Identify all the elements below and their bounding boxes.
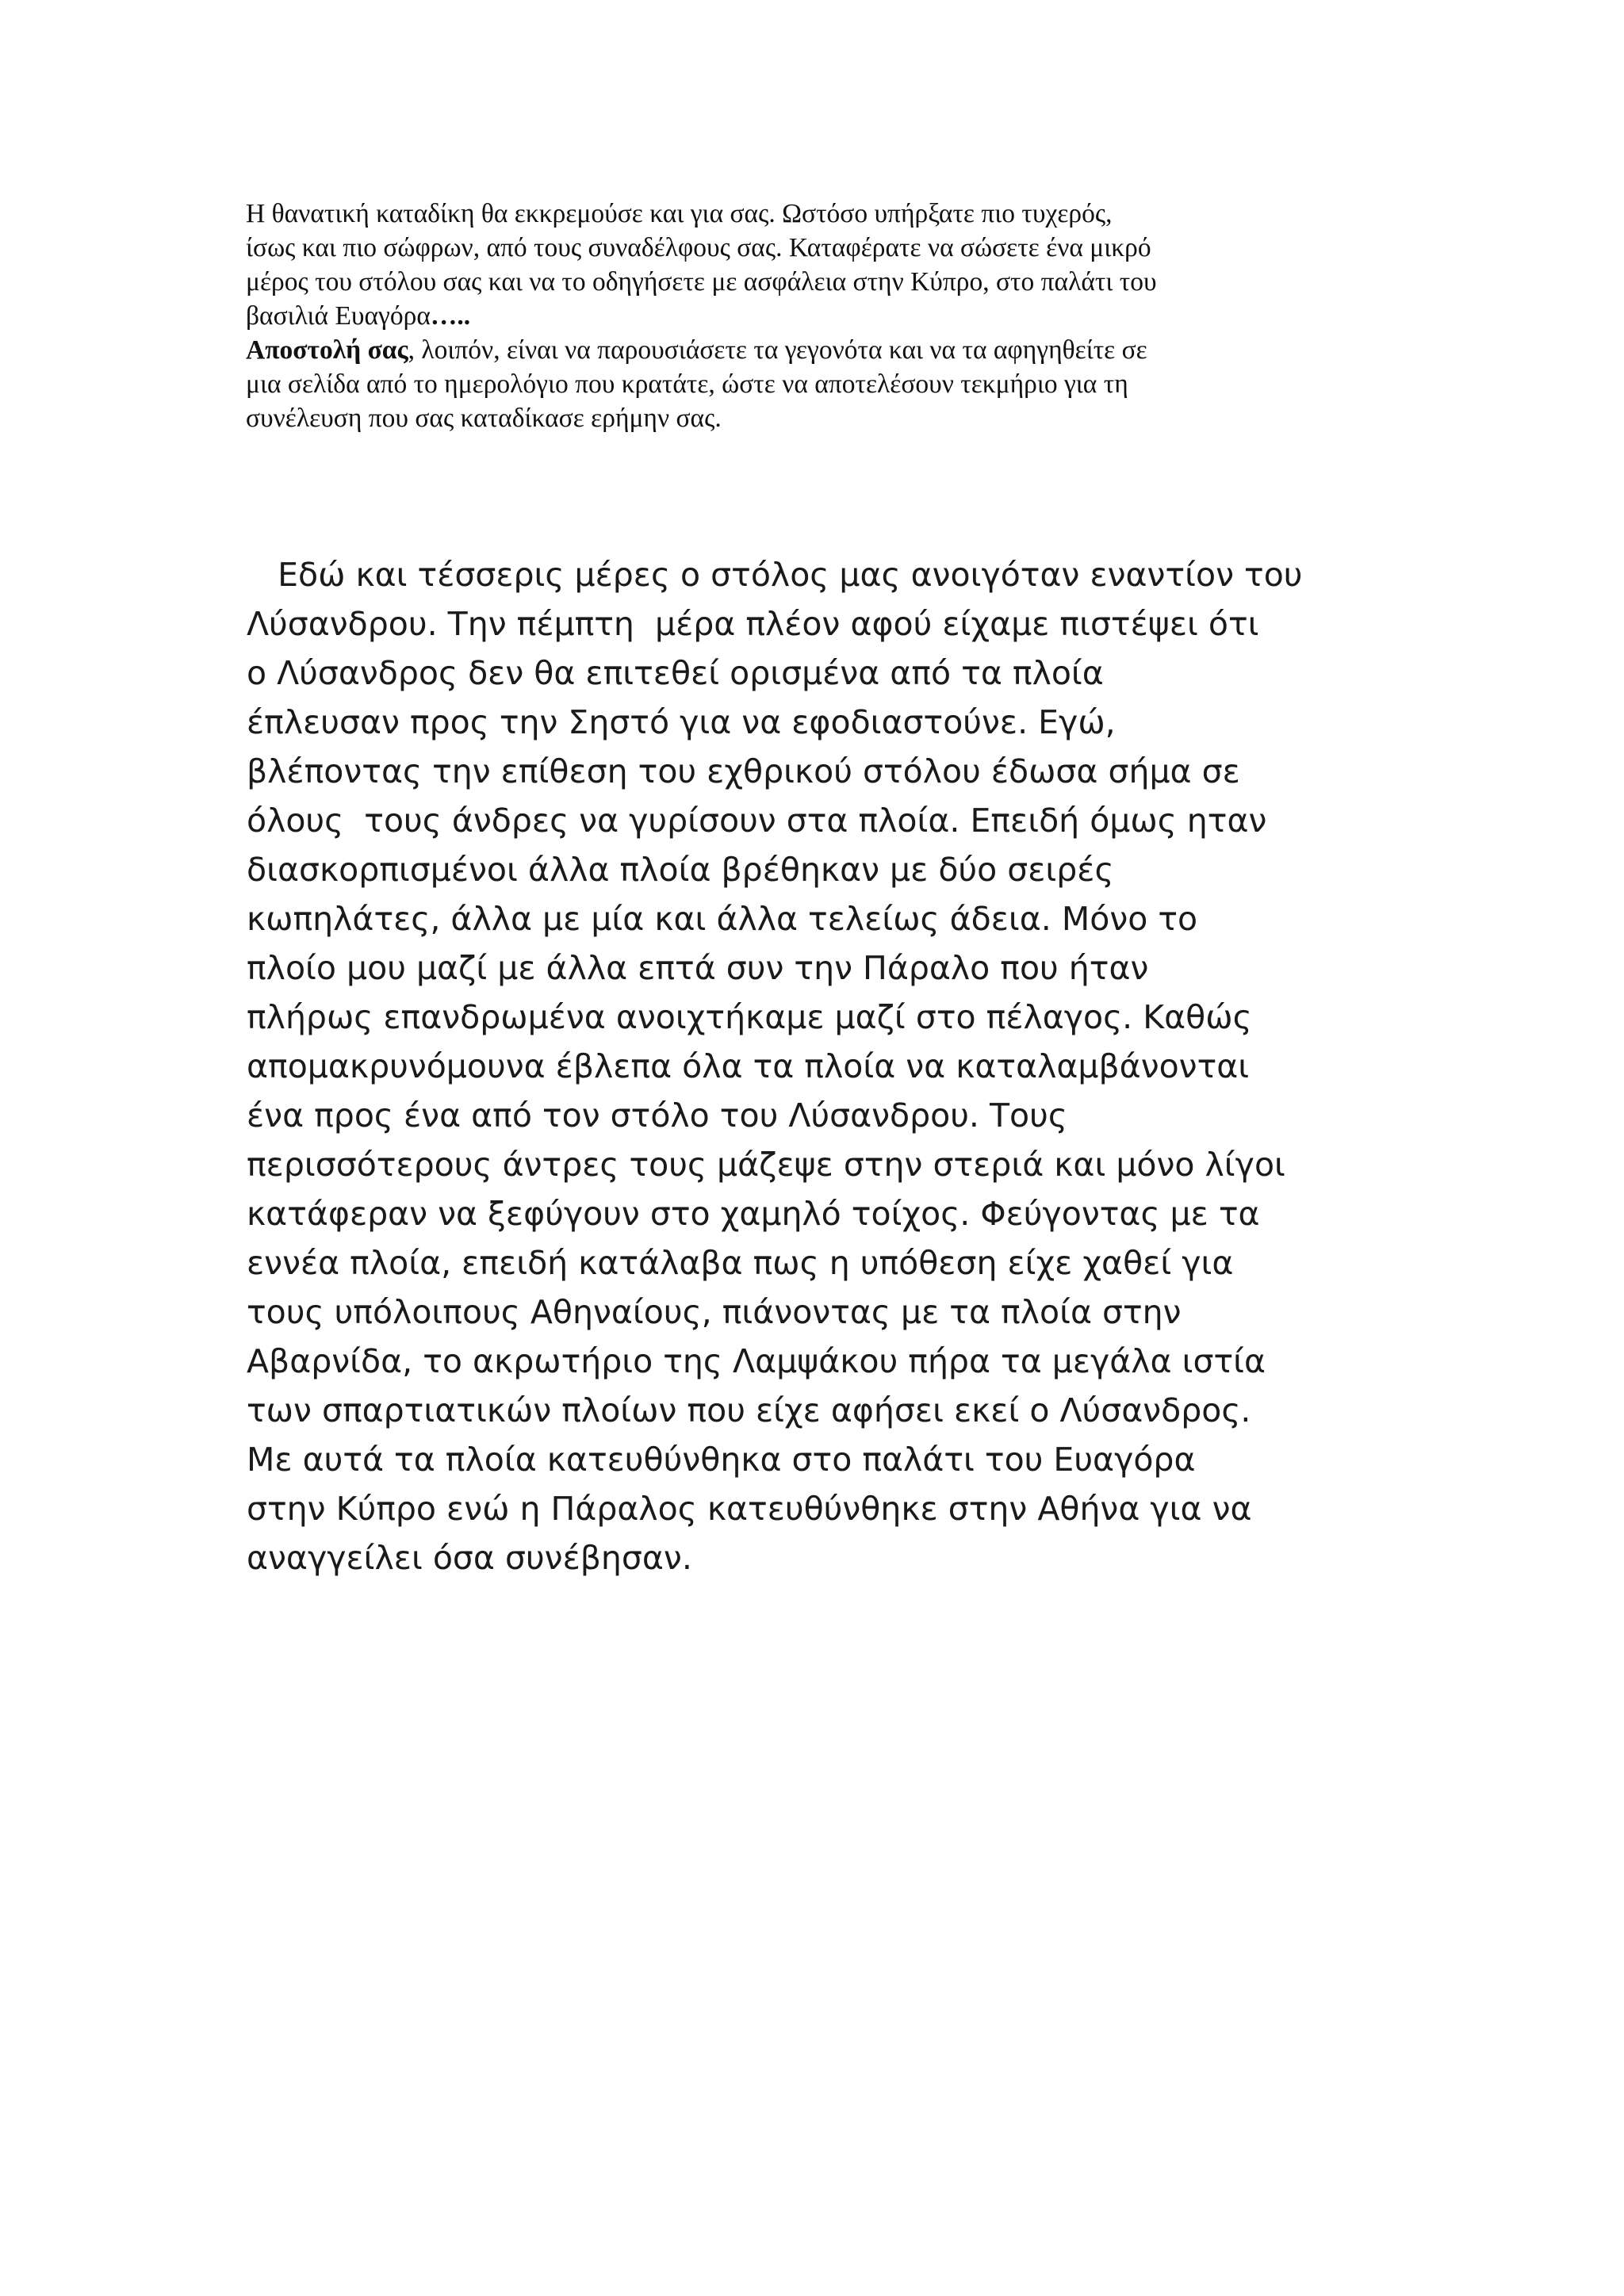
diary-line: πλήρως επανδρωμένα ανοιχτήκαμε μαζί στο πέλαγος. Καθώς [247,998,1252,1036]
diary-line: ένα προς ένα από τον στόλο του Λύσανδρου. Τους [247,1096,1067,1135]
diary-line: Εδώ και τέσσερις μέρες ο στόλος μας ανοιγόταν εναντίον του [247,556,1303,594]
diary-line: στην Κύπρο ενώ η Πάραλος κατευθύνθηκε στην Αθήνα για να [247,1490,1252,1528]
diary-line: κατάφεραν να ξεφύγουν στο χαμηλό τοίχος. Φεύγοντας με τα [247,1195,1260,1233]
assignment-prompt [246,197,1396,435]
mission-text: , λοιπόν, είναι να παρουσιάσετε τα γεγονότα και να τα αφηγηθείτε σε [408,335,1147,365]
diary-entry [247,550,1436,1582]
diary-line: των σπαρτιατικών πλοίων που είχε αφήσει εκεί ο Λύσανδρος. [247,1391,1251,1429]
diary-line: περισσότερους άντρες τους μάζεψε στην στεριά και μόνο λίγοι [247,1146,1285,1184]
prompt-line: Η θανατική καταδίκη θα εκκρεμούσε και για σας. Ωστόσο υπήρξατε πιο τυχερός, [246,199,1113,228]
prompt-ellipsis: ….. [430,301,471,331]
diary-line: απομακρυνόμουνα έβλεπα όλα τα πλοία να καταλαμβάνονται [247,1047,1250,1085]
diary-line: διασκορπισμένοι άλλα πλοία βρέθηκαν με δύο σειρές [247,851,1114,889]
diary-line: έπλευσαν προς την Σηστό για να εφοδιαστούνε. Εγώ, [247,703,1116,741]
diary-line: τους υπόλοιπους Αθηναίους, πιάνοντας με τα πλοία στην [247,1293,1182,1331]
diary-line: Λύσανδρου. Την πέμπτη μέρα πλέον αφού είχαμε πιστέψει ότι [247,605,1259,643]
mission-heading: Αποστολή σας [246,335,408,365]
diary-line: Αβαρνίδα, το ακρωτήριο της Λαμψάκου πήρα τα μεγάλα ιστία [247,1342,1266,1380]
mission-line: συνέλευση που σας καταδίκασε ερήμην σας. [246,404,722,433]
prompt-line-text: βασιλιά Ευαγόρα [246,301,431,331]
diary-line: πλοίο μου μαζί με άλλα επτά συν την Πάραλο που ήταν [247,949,1149,987]
diary-line: Με αυτά τα πλοία κατευθύνθηκα στο παλάτι του Ευαγόρα [247,1441,1196,1479]
diary-line: κωπηλάτες, άλλα με μία και άλλα τελείως άδεια. Μόνο το [247,900,1198,938]
prompt-line: ίσως και πιο σώφρων, από τους συναδέλφους σας. Καταφέρατε να σώσετε ένα μικρό [246,233,1151,262]
diary-line: ο Λύσανδρος δεν θα επιτεθεί ορισμένα από τα πλοία [247,654,1104,692]
prompt-line: μέρος του στόλου σας και να το οδηγήσετε με ασφάλεια στην Κύπρο, στο παλάτι του [246,267,1157,297]
mission-line: μια σελίδα από το ημερολόγιο που κρατάτε, ώστε να αποτελέσουν τεκμήριο για τη [246,369,1128,399]
mission-line [246,333,1396,367]
diary-line: αναγγείλει όσα συνέβησαν. [247,1539,692,1577]
prompt-line [246,299,1396,333]
diary-line: βλέποντας την επίθεση του εχθρικού στόλου έδωσα σήμα σε [247,752,1240,790]
diary-line: όλους τους άνδρες να γυρίσουν στα πλοία. Επειδή όμως ηταν [247,802,1267,840]
diary-line: εννέα πλοία, επειδή κατάλαβα πως η υπόθεση είχε χαθεί για [247,1244,1234,1282]
